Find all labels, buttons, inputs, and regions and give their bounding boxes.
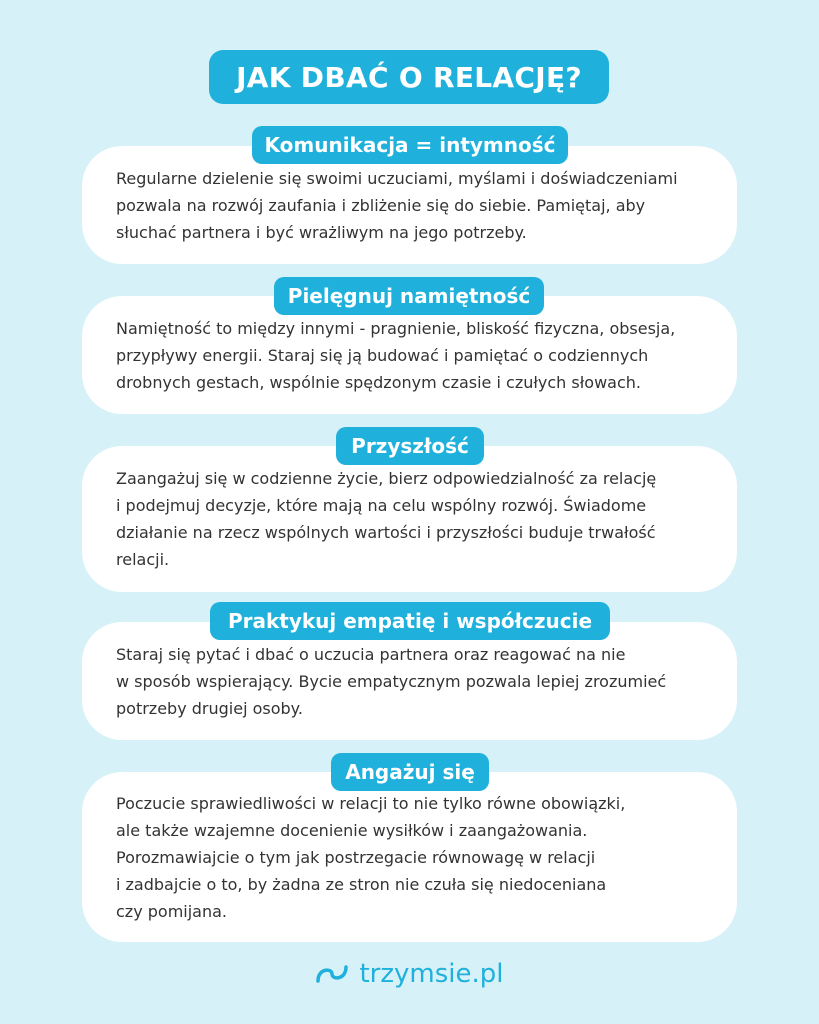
section-text: Staraj się pytać i dbać o uczucia partnera oraz reagować na nie w sposób wspierający. Bycie empatycznym pozwala lepiej zrozumieć potrzeby drugiej osoby. xyxy=(116,644,667,718)
section-text: Regularne dzielenie się swoimi uczuciami, myślami i doświadczeniami pozwala na rozwój zaufania i zbliżenie się do siebie. Pamiętaj, aby słuchać partnera i być wrażliwym na jego potrzeby. xyxy=(116,168,678,242)
section-card-engage xyxy=(82,772,737,942)
page-title: JAK DBAĆ O RELACJĘ? xyxy=(209,50,609,104)
brand-name: trzymsie.pl xyxy=(359,959,504,989)
section-heading-empathy: Praktykuj empatię i współczucie xyxy=(210,602,610,640)
section-text: Zaangażuj się w codzienne życie, bierz odpowiedzialność za relację i podejmuj decyzje, które mają na celu wspólny rozwój. Świadome działanie na rzecz wspólnych wartości i przyszłości buduje trwałość relacji. xyxy=(116,469,657,569)
section-text: Namiętność to między innymi - pragnienie, bliskość fizyczna, obsesja, przypływy energii. Staraj się ją budować i pamiętać o codziennych drobnych gestach, wspólnie spędzonym czasie i czułych słowach. xyxy=(116,318,676,392)
section-heading-passion: Pielęgnuj namiętność xyxy=(274,277,544,315)
section-heading-communication: Komunikacja = intymność xyxy=(252,126,568,164)
section-text: Poczucie sprawiedliwości w relacji to nie tylko równe obowiązki, ale także wzajemne docenienie wysiłków i zaangażowania. Porozmawiajcie o tym jak postrzegacie równowagę w relacji i zadbajcie o to, by żadna ze stron nie czuła się niedoceniana czy pomijana. xyxy=(116,793,626,921)
section-heading-engage: Angażuj się xyxy=(331,753,489,791)
section-card-future xyxy=(82,446,737,592)
brand-logo xyxy=(0,952,819,996)
wave-logo-icon xyxy=(315,960,349,988)
section-heading-future: Przyszłość xyxy=(336,427,484,465)
